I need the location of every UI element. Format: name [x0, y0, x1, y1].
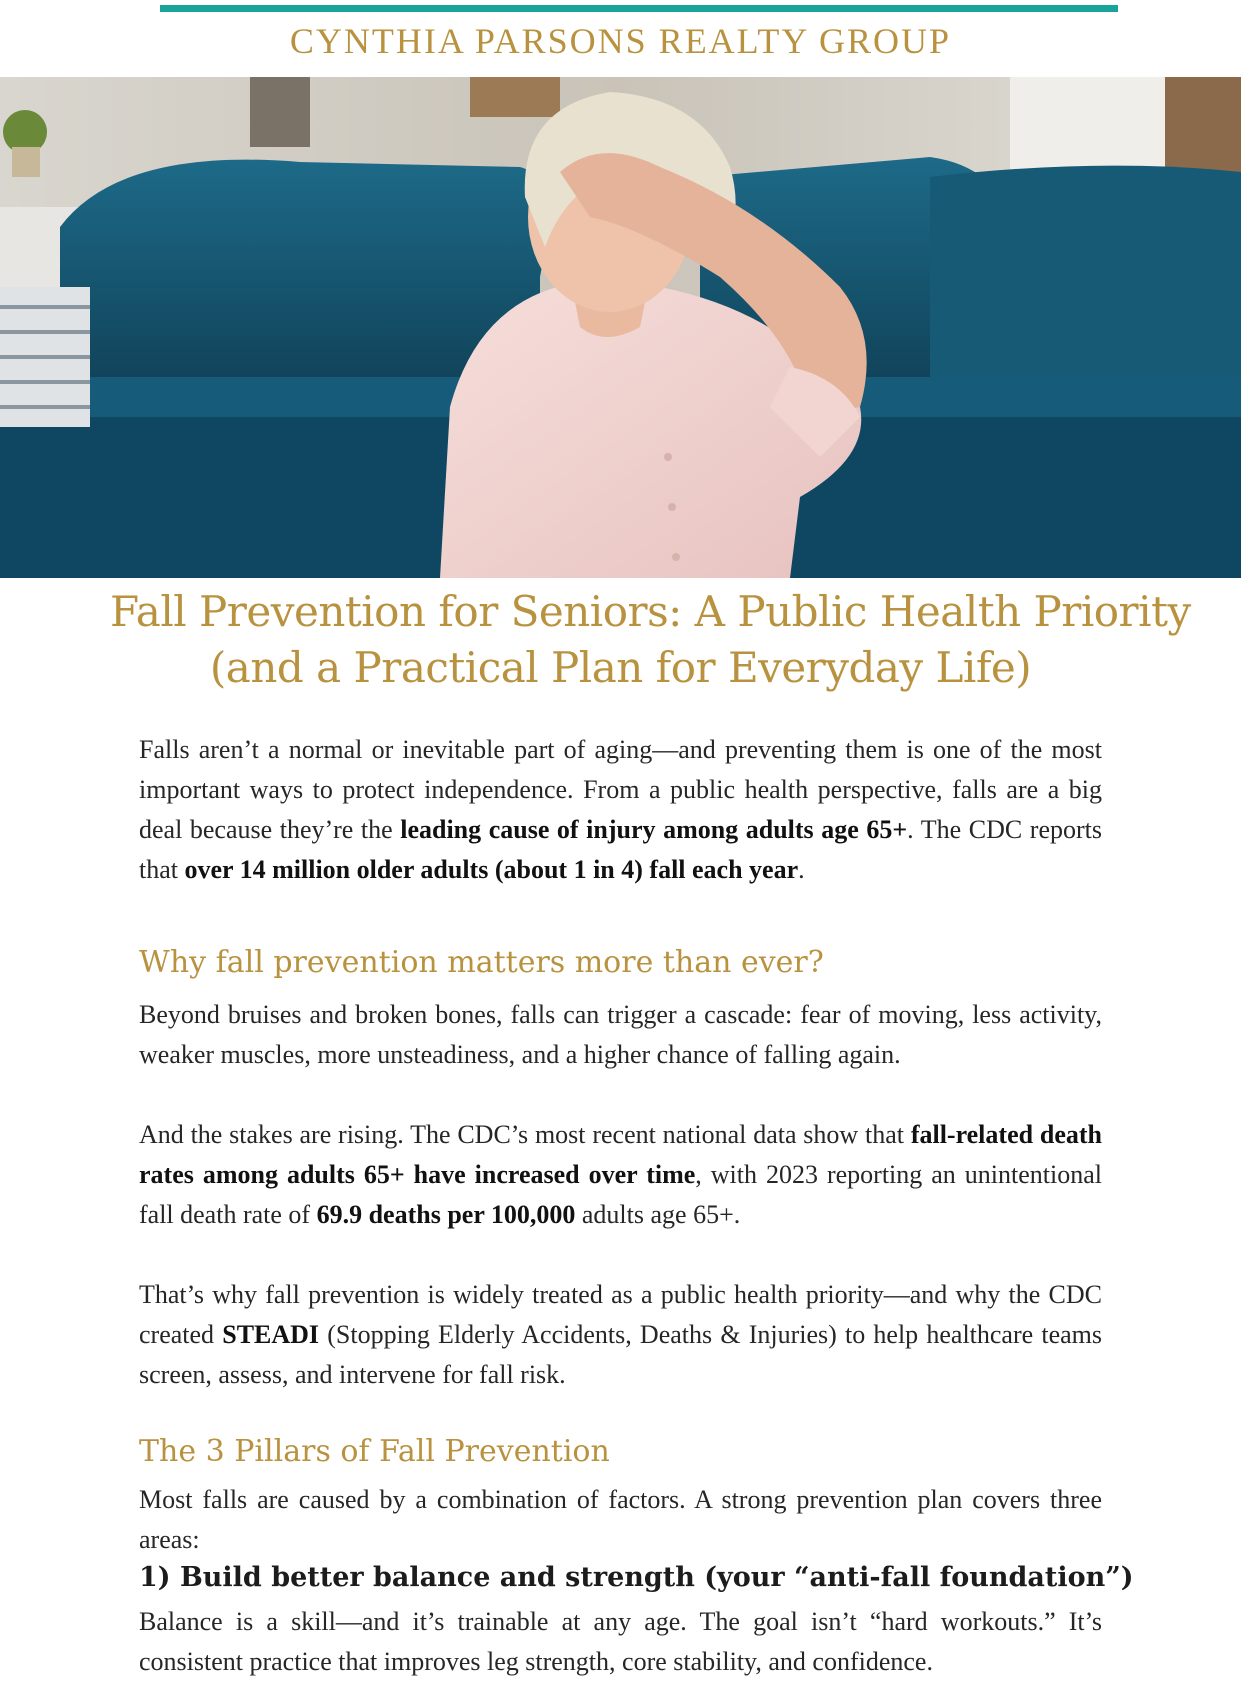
pillar-1-paragraph	[139, 1602, 1102, 1682]
intro-bold-1: leading cause of injury among adults age 65+	[400, 815, 908, 844]
hero-illustration	[0, 77, 1241, 578]
section1-paragraph-1	[139, 995, 1102, 1075]
pillar-1-heading: 1) Build better balance and strength (your “anti-fall foundation”)	[139, 1562, 1134, 1593]
title-line-2: (and a Practical Plan for Everyday Life)	[209, 643, 1032, 692]
section1-paragraph-2	[139, 1115, 1102, 1235]
hero-image	[0, 77, 1241, 578]
section2-paragraph	[139, 1480, 1102, 1560]
s1p2-text-2: , with 2023 reporting an unintentional fall death rate of	[139, 1160, 1102, 1229]
intro-text-3: .	[798, 855, 805, 884]
s1p3-text-2: (Stopping Elderly Accidents, Deaths & Injuries) to help healthcare teams screen, assess, and intervene for fall risk.	[139, 1320, 1102, 1389]
s1p2-bold-2: 69.9 deaths per 100,000	[316, 1200, 576, 1229]
intro-paragraph	[139, 730, 1102, 890]
brand-name: CYNTHIA PARSONS REALTY GROUP	[289, 21, 952, 61]
top-accent-bar	[160, 5, 1118, 12]
title-line-1: Fall Prevention for Seniors: A Public Health Priority	[110, 587, 1191, 636]
section-heading-why: Why fall prevention matters more than ever?	[139, 945, 824, 980]
s1p3-bold-1: STEADI	[222, 1320, 320, 1349]
pillar1-p-text: Balance is a skill—and it’s trainable at any age. The goal isn’t “hard workouts.” It’s consistent practice that improves leg strength, core stability, and confidence.	[139, 1607, 1102, 1676]
intro-text-1: Falls aren’t a normal or inevitable part of aging—and preventing them is one of the most important ways to protect independence. From a public health perspective, falls are a big deal because they’re the	[139, 735, 1102, 844]
s1p2-text-1: And the stakes are rising. The CDC’s most recent national data show that	[139, 1120, 911, 1149]
s1p3-text-1: That’s why fall prevention is widely treated as a public health priority—and why the CDC created	[139, 1280, 1102, 1349]
s1p2-text-3: adults age 65+.	[575, 1200, 741, 1229]
section-heading-pillars: The 3 Pillars of Fall Prevention	[139, 1434, 610, 1469]
s1p2-bold-1: fall-related death rates among adults 65+ have increased over time	[139, 1120, 1102, 1189]
section1-p1-text: Beyond bruises and broken bones, falls can trigger a cascade: fear of moving, less activity, weaker muscles, more unsteadiness, and a higher chance of falling again.	[139, 1000, 1102, 1069]
section1-paragraph-3	[139, 1275, 1102, 1395]
intro-text-2: . The CDC reports that	[139, 815, 1102, 884]
section2-p1-text: Most falls are caused by a combination of factors. A strong prevention plan covers three areas:	[139, 1485, 1102, 1554]
article-title	[110, 584, 1191, 696]
intro-bold-2: over 14 million older adults (about 1 in 4) fall each year	[184, 855, 799, 884]
